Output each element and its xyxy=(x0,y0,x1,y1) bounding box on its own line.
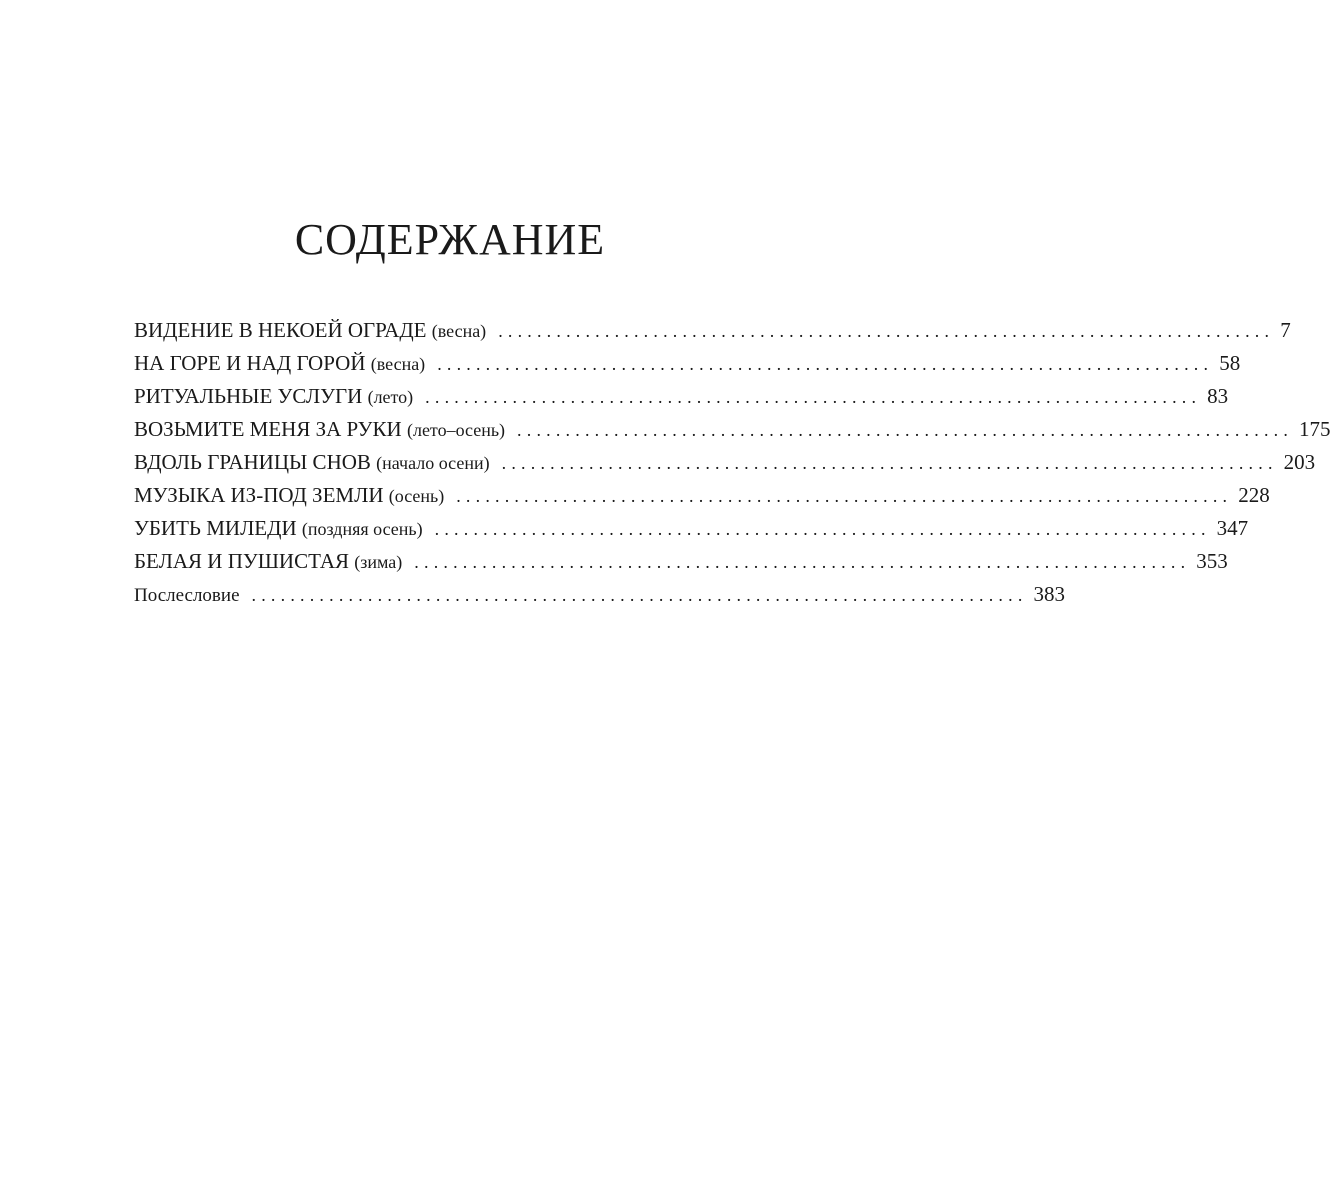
toc-entry-8[interactable] xyxy=(134,545,1228,578)
toc-entry-title: УБИТЬ МИЛЕДИ (поздняя осень) xyxy=(134,516,423,540)
toc-entry-title: БЕЛАЯ И ПУШИСТАЯ (зима) xyxy=(134,549,403,573)
toc-entry-4[interactable] xyxy=(134,413,1331,446)
dot-leader: ................................................................................ xyxy=(498,321,1275,341)
toc-entry-3[interactable] xyxy=(134,380,1229,413)
dot-leader: ................................................................................ xyxy=(437,354,1214,374)
dot-leader: ................................................................................ xyxy=(414,552,1191,572)
toc-entry-title: ВДОЛЬ ГРАНИЦЫ СНОВ (начало осени) xyxy=(134,450,490,474)
toc-entry-title: МУЗЫКА ИЗ-ПОД ЗЕМЛИ (осень) xyxy=(134,483,445,507)
dot-leader: ................................................................................ xyxy=(251,585,1028,605)
toc-entry-page: 383 xyxy=(1033,582,1066,606)
toc-entry-page: 228 xyxy=(1238,483,1270,507)
toc-entry-page: 203 xyxy=(1283,450,1316,474)
page-title: СОДЕРЖАНИЕ xyxy=(294,215,606,264)
dot-leader: ................................................................................ xyxy=(501,453,1278,473)
toc-entry-season: (начало осени) xyxy=(376,453,490,473)
toc-entry-title: Послесловие xyxy=(134,585,240,606)
toc-entry-season: (весна) xyxy=(431,321,487,341)
dot-leader: ................................................................................ xyxy=(517,420,1294,440)
dot-leader: ................................................................................ xyxy=(434,519,1211,539)
toc-entry-season: (лето) xyxy=(367,387,414,407)
toc-entry-7[interactable] xyxy=(134,512,1249,545)
toc-entry-season: (лето–осень) xyxy=(406,420,506,440)
toc-entry-season: (весна) xyxy=(370,354,426,374)
toc-entry-title: ВОЗЬМИТЕ МЕНЯ ЗА РУКИ (лето–осень) xyxy=(134,417,506,441)
table-of-contents xyxy=(134,314,1331,611)
toc-entry-page: 83 xyxy=(1207,384,1229,408)
toc-entry-1[interactable] xyxy=(134,314,1291,347)
dot-leader: ................................................................................ xyxy=(456,486,1233,506)
toc-entry-title: НА ГОРЕ И НАД ГОРОЙ (весна) xyxy=(134,351,426,375)
toc-entry-page: 7 xyxy=(1280,318,1291,342)
toc-entry-5[interactable] xyxy=(134,446,1316,479)
toc-entry-season: (поздняя осень) xyxy=(301,519,423,539)
toc-entry-page: 58 xyxy=(1219,351,1241,375)
toc-entry-title: ВИДЕНИЕ В НЕКОЕЙ ОГРАДЕ (весна) xyxy=(134,318,487,342)
toc-entry-page: 347 xyxy=(1216,516,1249,540)
toc-entry-season: (зима) xyxy=(354,552,403,572)
toc-entry-title: РИТУАЛЬНЫЕ УСЛУГИ (лето) xyxy=(134,384,414,408)
toc-entry-page: 175 xyxy=(1299,417,1331,441)
toc-entry-page: 353 xyxy=(1196,549,1228,573)
dot-leader: ................................................................................ xyxy=(425,387,1202,407)
toc-entry-afterword[interactable] xyxy=(134,578,1066,611)
toc-entry-6[interactable] xyxy=(134,479,1270,512)
toc-entry-season: (осень) xyxy=(388,486,445,506)
toc-entry-2[interactable] xyxy=(134,347,1241,380)
